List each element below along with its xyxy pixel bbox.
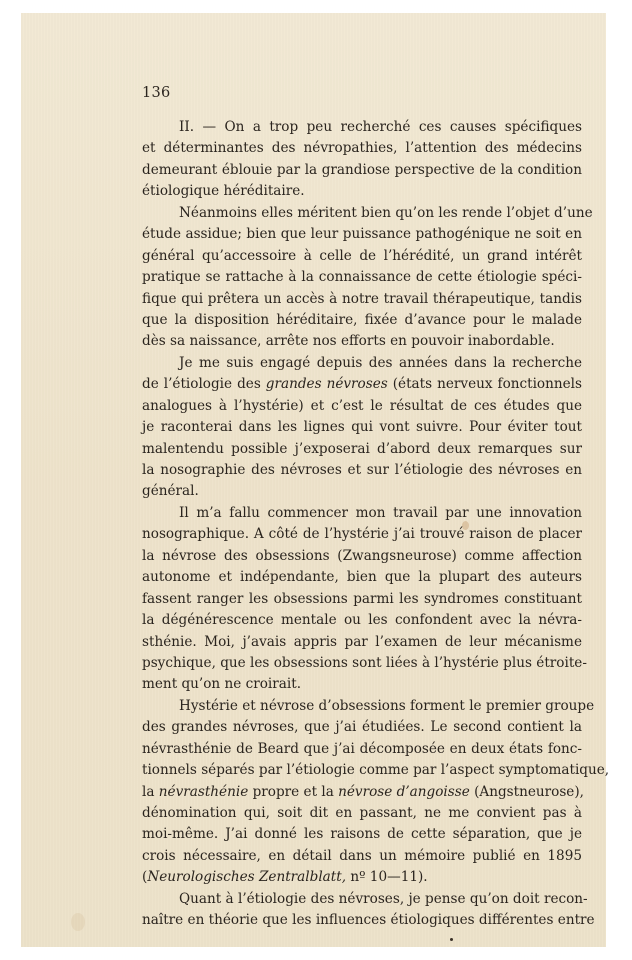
italic-term: névrose d’angoisse xyxy=(338,783,470,800)
text-line: demeurant éblouie par la grandiose perspective de la condition xyxy=(142,161,582,178)
text-line: et déterminantes des névropathies, l’attention des médecins xyxy=(142,140,582,157)
text-line: des grandes névroses, que j’ai étudiées. Le second contient la xyxy=(142,719,582,736)
text-line: pratique se rattache à la connaissance de cette étiologie spéci- xyxy=(142,269,582,286)
text-line: moi-même. J’ai donné les raisons de cette séparation, que je xyxy=(142,826,582,843)
text-line xyxy=(142,782,582,803)
ink-speck xyxy=(450,938,453,941)
italic-citation: Neurologisches Zentralblatt, xyxy=(147,869,347,886)
text-line: Hystérie et névrose d’obsessions forment le premier groupe xyxy=(179,697,595,714)
text-line: général qu’accessoire à celle de l’hérédité, un grand intérêt xyxy=(142,247,582,264)
text-line: malentendu possible j’exposerai d’abord deux remarques sur xyxy=(142,440,582,457)
text-line: Il m’a fallu commencer mon travail par une innovation xyxy=(179,504,582,521)
text-line: psychique, que les obsessions sont liées à l’hystérie plus étroite- xyxy=(142,654,587,671)
text-span: de l’étiologie des xyxy=(142,376,266,393)
text-span: propre et la xyxy=(248,783,339,800)
text-line: Néanmoins elles méritent bien qu’on les rende l’objet d’une xyxy=(179,204,593,221)
text-line: étude assidue; bien que leur puissance pathogénique ne soit en xyxy=(142,226,582,243)
text-line: étiologique héréditaire. xyxy=(142,183,305,200)
text-line: sthénie. Moi, j’avais appris par l’examen de leur mécanisme xyxy=(142,633,582,650)
text-line: tionnels séparés par l’étiologie comme par l’aspect symptomatique, xyxy=(142,762,610,779)
text-line: analogues à l’hystérie) et c’est le résultat de ces études que xyxy=(142,397,582,414)
italic-term: grandes névroses xyxy=(265,376,388,393)
text-line: Quant à l’étiologie des névroses, je pense qu’on doit recon- xyxy=(179,890,588,907)
text-line: autonome et indépendante, bien que la plupart des auteurs xyxy=(142,569,582,586)
text-span: (états nerveux fonctionnels xyxy=(387,376,582,393)
text-line: névrasthénie de Beard que j’ai décomposée en deux états fonc- xyxy=(142,740,582,757)
page-number: 136 xyxy=(142,85,171,101)
text-line xyxy=(142,374,582,395)
paper-stain xyxy=(71,913,85,931)
italic-term: névrasthénie xyxy=(158,783,249,800)
text-line: naître en théorie que les influences étiologiques différentes entre xyxy=(142,912,595,929)
text-line: dénomination qui, soit dit en passant, ne me convient pas à xyxy=(142,805,582,821)
text-span: ( xyxy=(142,869,148,886)
text-line: ment qu’on ne croirait. xyxy=(142,676,302,693)
text-line: la dégénérescence mentale ou les confondent avec la névra- xyxy=(142,612,582,629)
text-line: je raconterai dans les lignes qui vont suivre. Pour éviter tout xyxy=(142,419,582,436)
text-line: Je me suis engagé depuis des années dans la recherche xyxy=(179,354,582,371)
text-span: (Angstneurose), xyxy=(469,783,584,800)
text-line: nosographique. A côté de l’hystérie j’ai trouvé raison de placer xyxy=(142,526,582,543)
text-line: que la disposition héréditaire, fixée d’avance pour le malade xyxy=(142,311,582,328)
text-line: général. xyxy=(142,483,199,500)
text-line: II. — On a trop peu recherché ces causes spécifiques xyxy=(179,119,582,135)
text-line: crois nécessaire, en détail dans un mémoire publié en 1895 xyxy=(142,847,582,864)
text-line: la nosographie des névroses et sur l’étiologie des névroses en xyxy=(142,462,582,478)
text-span: la xyxy=(142,783,159,800)
text-line xyxy=(142,867,582,888)
text-line: fassent ranger les obsessions parmi les syndromes constituant xyxy=(142,590,582,607)
text-line: la névrose des obsessions (Zwangsneurose) comme affection xyxy=(142,547,582,564)
text-line: fique qui prêtera un accès à notre travail thérapeutique, tandis xyxy=(142,290,582,307)
scanned-book-page xyxy=(21,13,610,947)
text-line: dès sa naissance, arrête nos efforts en pouvoir inabordable. xyxy=(142,333,555,350)
body-text xyxy=(142,117,610,932)
text-span: nº 10—11). xyxy=(346,869,428,886)
